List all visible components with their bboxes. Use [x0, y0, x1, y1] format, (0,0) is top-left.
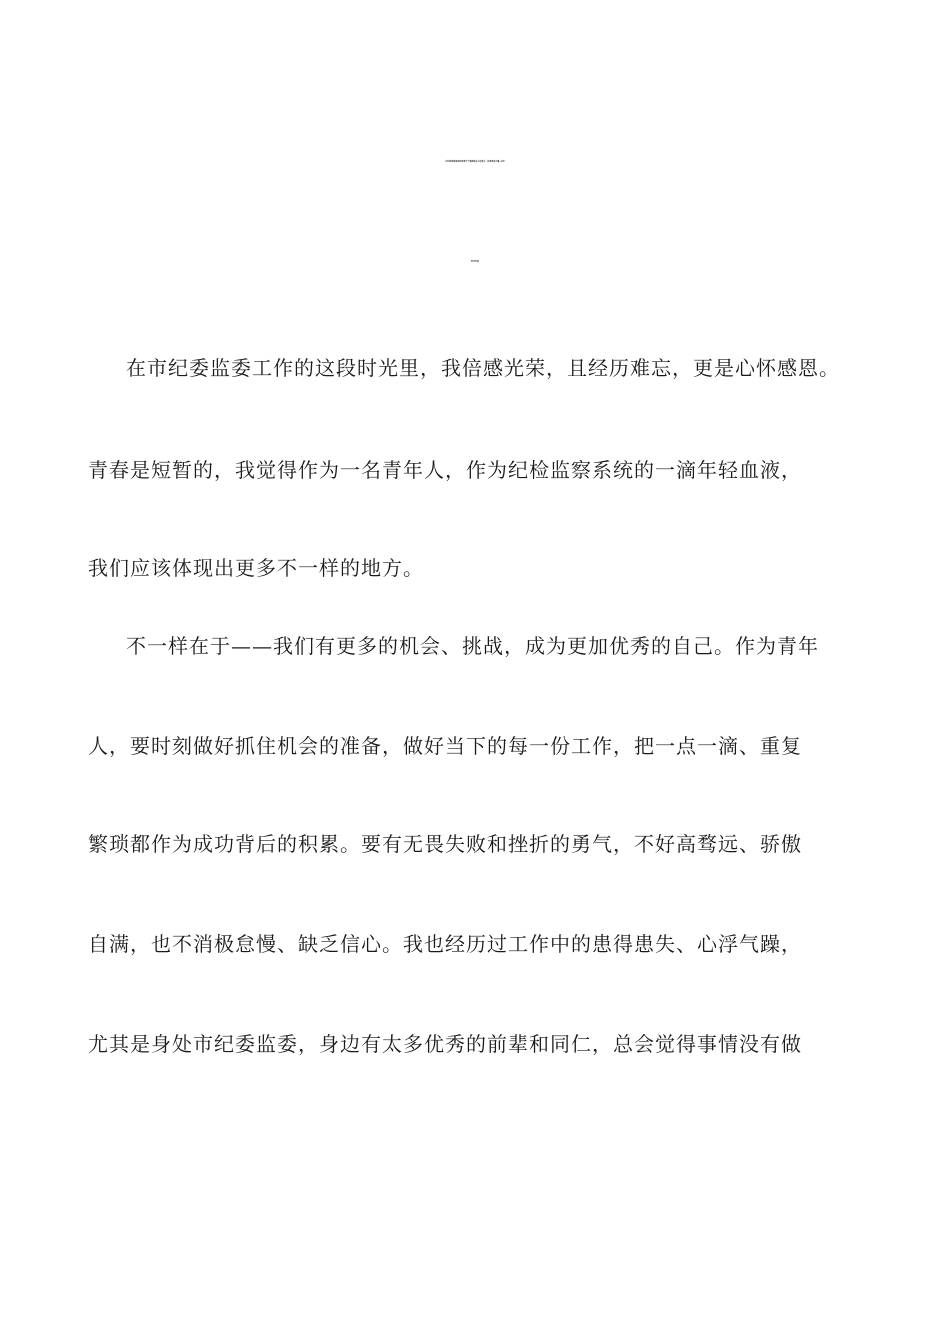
paragraph-2-line-1: 不一样在于——我们有更多的机会、挑战，成为更加优秀的自己。作为青年: [126, 634, 819, 658]
document-title-line-2: 时代华章: [470, 261, 479, 263]
paragraph-2-line-5: 尤其是身处市纪委监委，身边有太多优秀的前辈和同仁，总会觉得事情没有做: [88, 1032, 802, 1056]
paragraph-1-line-3: 我们应该体现出更多不一样的地方。: [88, 556, 424, 580]
paragraph-2-line-3: 繁琐都作为成功背后的积累。要有无畏失败和挫折的勇气，不好高骛远、骄傲: [88, 832, 802, 856]
document-title-line-1: 在纪检监察系统优秀青年干部座谈会上的发言：传承青春力量•书写: [445, 161, 505, 163]
paragraph-1-line-2: 青春是短暂的，我觉得作为一名青年人，作为纪检监察系统的一滴年轻血液，: [88, 458, 802, 482]
paragraph-2-line-2: 人，要时刻做好抓住机会的准备，做好当下的每一份工作，把一点一滴、重复: [88, 734, 802, 758]
paragraph-1-line-1: 在市纪委监委工作的这段时光里，我倍感光荣，且经历难忘，更是心怀感恩。: [126, 356, 840, 380]
paragraph-2-line-4: 自满，也不消极怠慢、缺乏信心。我也经历过工作中的患得患失、心浮气躁，: [88, 932, 802, 956]
